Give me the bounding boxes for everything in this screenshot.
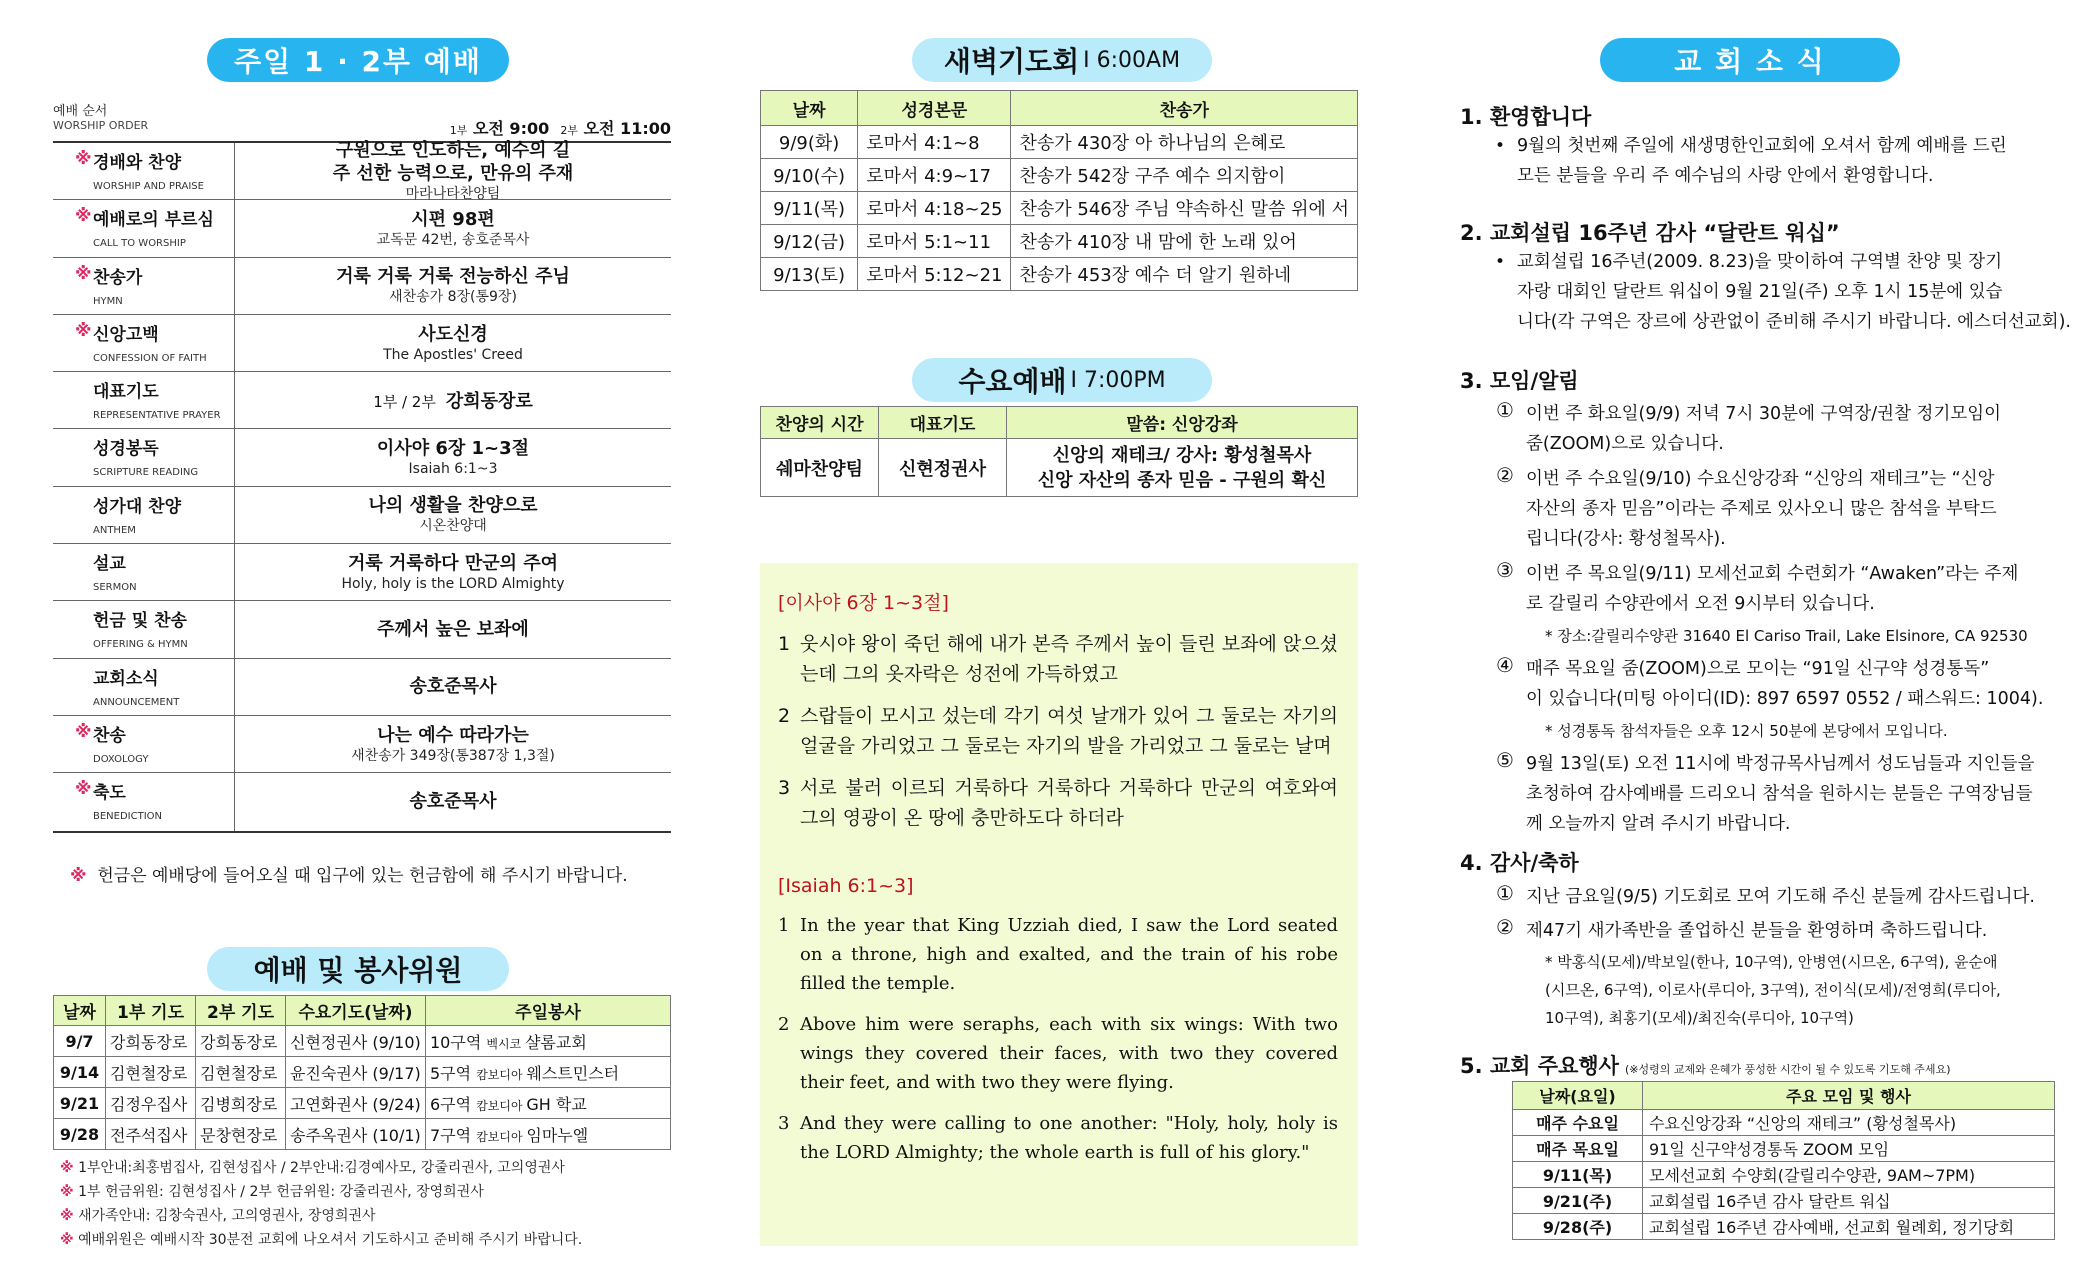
news-item-note: * 성경통독 참석자들은 오후 12시 50분에 본당에서 모입니다.: [1545, 722, 1948, 740]
order-label-en: WORSHIP ORDER: [53, 119, 149, 132]
verse-number: 1: [778, 915, 790, 936]
numbered-mark: ④: [1496, 653, 1514, 677]
order-item-value: [235, 200, 671, 256]
duty-prayer-1: 김현철장로: [106, 1057, 196, 1088]
order-item-main: 나의 생활을 찬양으로: [368, 495, 538, 517]
order-item-main: 주 선한 능력으로, 만유의 주재: [332, 163, 574, 185]
duty-service: [426, 1026, 671, 1057]
verse-number: 2: [778, 1014, 790, 1035]
duty-service-group: 7구역: [430, 1125, 477, 1145]
order-item-sub: 마라나타찬양팀: [405, 186, 501, 203]
worship-order-header: [53, 100, 671, 138]
col-header: 찬송가: [1011, 91, 1358, 126]
table-row: [761, 225, 1358, 258]
order-item-name-en: HYMN: [93, 295, 123, 307]
order-label-ko: 예배 순서: [53, 104, 108, 119]
numbered-mark: ⑤: [1496, 748, 1514, 772]
numbered-mark: ③: [1496, 558, 1514, 582]
order-item-name: 설교: [93, 554, 126, 575]
table-row: [1513, 1110, 2055, 1136]
order-item-value: [235, 773, 671, 830]
event-date: 9/11(목): [1513, 1162, 1643, 1188]
dawn-date: 9/12(금): [761, 225, 858, 258]
news-section-anniversary: 2. 교회설립 16주년 감사 “달란트 워십”: [1460, 221, 1840, 245]
duty-date: 9/7: [54, 1026, 106, 1057]
order-item-label: [53, 315, 235, 371]
verse-text: In the year that King Uzziah died, I saw the Lord seated on a throne, high and exalted, and the train of his robe filled the temple.: [800, 915, 1338, 994]
bullet: •: [1495, 252, 1506, 272]
news-line: 로 갈릴리 수양관에서 오전 9시부터 있습니다.: [1526, 594, 1875, 614]
col-header: 날짜(요일): [1513, 1082, 1643, 1110]
service-times: 1부 오전 9:00 2부 오전 11:00: [449, 119, 671, 138]
worship-order-row: [53, 716, 671, 773]
table-row: [1513, 1136, 2055, 1162]
dawn-hymn: 찬송가 546장 주님 약속하신 말씀 위에 서: [1011, 192, 1358, 225]
news-line: 9월 13일(토) 오전 11시에 박정규목사님께서 성도님들과 지인들을: [1526, 754, 2035, 774]
order-item-name: 찬송: [93, 725, 126, 746]
order-item-name: 대표기도: [93, 382, 159, 403]
col-header: 수요기도(날짜): [286, 996, 426, 1026]
scripture-verse: [778, 629, 1338, 689]
duty-prayer-2: 김현철장로: [196, 1057, 286, 1088]
duty-date: 9/28: [54, 1119, 106, 1150]
worship-order-row: [53, 544, 671, 601]
duty-service: [426, 1057, 671, 1088]
order-item-main: 이사야 6장 1~3절: [376, 438, 530, 460]
worship-order-row: [53, 140, 671, 203]
order-item-value: [235, 429, 671, 485]
dawn-text: 로마서 4:18~25: [858, 192, 1011, 225]
duty-service-target: 샬롬교회: [524, 1032, 587, 1052]
verse-number: 3: [778, 777, 791, 799]
scripture-ref-en: [Isaiah 6:1~3]: [778, 875, 914, 897]
event-name: 수요신앙강좌 “신앙의 재테크” (황성철목사): [1643, 1110, 2055, 1136]
table-row: [1513, 1188, 2055, 1214]
col-header: 대표기도: [879, 407, 1007, 439]
order-item-name: 경배와 찬양: [93, 153, 182, 173]
scripture-ref-ko: [이사야 6장 1~3절]: [778, 592, 949, 614]
duty-prayer-2: 문창현장로: [196, 1119, 286, 1150]
dawn-text: 로마서 5:1~11: [858, 225, 1011, 258]
order-item-label: [53, 544, 235, 600]
order-item-main: 구원으로 인도하는, 예수의 길: [335, 140, 571, 162]
order-item-sub: Isaiah 6:1~3: [408, 461, 498, 478]
numbered-mark: ①: [1496, 398, 1514, 422]
duty-service-group: 5구역: [430, 1063, 477, 1083]
news-line: 매주 목요일 줌(ZOOM)으로 모이는 “91일 신구약 성경통독”: [1526, 659, 1990, 679]
col-header: 찬양의 시간: [761, 407, 879, 439]
table-row: [761, 258, 1358, 291]
dawn-hymn: 찬송가 453장 예수 더 알기 원하네: [1011, 258, 1358, 291]
dawn-date: 9/10(수): [761, 159, 858, 192]
numbered-mark: ②: [1496, 463, 1514, 487]
duty-service-group: 6구역: [430, 1094, 477, 1114]
dawn-hymn: 찬송가 410장 내 맘에 한 노래 있어: [1011, 225, 1358, 258]
duty-service: [426, 1088, 671, 1119]
order-item-label: [53, 601, 235, 657]
col-header: 2부 기도: [196, 996, 286, 1026]
duty-service-group: 10구역: [430, 1032, 487, 1052]
dawn-prayer-title: 새벽기도회 I 6:00AM: [912, 38, 1212, 82]
col-header: 성경본문: [858, 91, 1011, 126]
order-item-value: [235, 258, 671, 314]
news-item-text: [1526, 654, 2043, 714]
duty-note: ※ 1부안내:최홍범집사, 김현성집사 / 2부안내:김경예사모, 강줄리권사, 고의영권사: [60, 1160, 565, 1176]
dawn-text: 로마서 4:1~8: [858, 126, 1011, 159]
worship-order-row: [53, 258, 671, 315]
wednesday-praise: 쉐마찬양팀: [761, 439, 879, 497]
scripture-box: [760, 563, 1358, 1246]
event-name: 91일 신구약성경통독 ZOOM 모임: [1643, 1136, 2055, 1162]
wednesday-word: 신앙의 재테크/ 강사: 황성철목사 신앙 자산의 종자 믿음 - 구원의 확신: [1007, 439, 1358, 497]
news-line: 10구역), 최홍기(모세)/최진숙(루디아, 10구역): [1545, 1009, 1854, 1027]
order-item-name-en: BENEDICTION: [93, 811, 163, 823]
verse-text: 웃시야 왕이 죽던 해에 내가 본즉 주께서 높이 들린 보좌에 앉으셨는데 그의 옷자락은 성전에 가득하였고: [800, 633, 1338, 685]
duty-table: [53, 995, 671, 1150]
news-line: 이 있습니다(미팅 아이디(ID): 897 6597 0552 / 패스워드: 1004).: [1526, 689, 2044, 709]
scripture-verse: [778, 1010, 1338, 1097]
order-item-name: 신앙고백: [93, 324, 159, 345]
news-item-text: [1526, 559, 2018, 619]
duty-service-target: GH 학교: [526, 1094, 587, 1114]
order-item-value: [235, 140, 671, 203]
news-line: 립니다(강사: 황성철목사).: [1526, 529, 1726, 549]
order-item-main: 시편 98편: [411, 208, 495, 230]
dawn-text: 로마서 5:12~21: [858, 258, 1011, 291]
order-item-label: [53, 258, 235, 314]
order-item-label: [53, 716, 235, 772]
news-line: 초청하여 감사예배를 드리오니 참석을 원하시는 분들은 구역장님들: [1526, 784, 2033, 804]
order-item-name-en: ANTHEM: [93, 524, 136, 536]
news-item-note: * 장소:갈릴리수양관 31640 El Cariso Trail, Lake Elsinore, CA 92530: [1545, 627, 2028, 645]
order-item-main: 거룩 거룩 거룩 전능하신 주님: [336, 266, 570, 288]
table-row: [1513, 1162, 2055, 1188]
order-item-label: [53, 659, 235, 715]
col-header: 주일봉사: [426, 996, 671, 1026]
order-item-label: [53, 143, 235, 199]
news-line: 자산의 종자 믿음”이라는 주제로 있사오니 많은 참석을 부탁드: [1526, 499, 1997, 519]
event-name: 교회설립 16주년 감사 달란트 워십: [1643, 1188, 2055, 1214]
table-row: [761, 192, 1358, 225]
order-item-sub: 교독문 42번, 송호준목사: [376, 231, 530, 248]
order-item-sub: 시온찬양대: [419, 518, 487, 535]
worship-order-table: [53, 141, 671, 833]
table-row: [761, 159, 1358, 192]
order-item-sub: 새찬송가 349장(통387장 1,3절): [351, 747, 555, 764]
duty-date: 9/14: [54, 1057, 106, 1088]
anniversary-text: 교회설립 16주년(2009. 8.23)을 맞이하여 구역별 찬양 및 장기 자랑 대회인 달란트 워십이 9월 21일(주) 오후 1시 15분에 있습 니다(각 구역은 장르에 상관없이 준비해 주시기 바랍니다. 에스더선교회).: [1517, 252, 2071, 332]
worship-order-row: [53, 773, 671, 830]
news-line: 줌(ZOOM)으로 있습니다.: [1526, 434, 1724, 454]
news-title: 교 회 소 식: [1600, 38, 1900, 82]
duty-prayer-2: 김병희장로: [196, 1088, 286, 1119]
worship-order-row: [53, 200, 671, 257]
order-item-main: 사도신경: [418, 323, 488, 345]
table-row: [761, 126, 1358, 159]
dawn-hymn: 찬송가 542장 구주 예수 의지함이: [1011, 159, 1358, 192]
dawn-prayer-table: [760, 90, 1358, 291]
worship-title: 주일 1 · 2부 예배: [207, 38, 509, 82]
order-item-main: 송호준목사: [409, 676, 497, 698]
duty-prayer-1: 김정우집사: [106, 1088, 196, 1119]
order-item-value: [235, 716, 671, 772]
dawn-date: 9/13(토): [761, 258, 858, 291]
col-header: 말씀: 신앙강좌: [1007, 407, 1358, 439]
col-header: 날짜: [761, 91, 858, 126]
worship-order-row: [53, 601, 671, 658]
news-item-text: [1526, 749, 2034, 839]
duty-prayer-1: 강희동장로: [106, 1026, 196, 1057]
order-item-name: 성가대 찬양: [93, 496, 182, 517]
order-item-main: 1부 / 2부 강희동장로: [373, 391, 533, 413]
dawn-date: 9/11(목): [761, 192, 858, 225]
duty-service-target: 웨스트민스터: [526, 1063, 620, 1083]
order-item-name-en: DOXOLOGY: [93, 753, 149, 765]
table-row: [54, 1119, 671, 1150]
required-star-mark: ※: [75, 149, 92, 169]
welcome-text: 9월의 첫번째 주일에 새생명한인교회에 오셔서 함께 예배를 드린 모든 분들을 우리 주 예수님의 사랑 안에서 환영합니다.: [1517, 136, 2007, 186]
order-item-name: 예배로의 부르심: [93, 210, 214, 231]
duty-service-target: 임마누엘: [526, 1125, 589, 1145]
verse-number: 1: [778, 633, 791, 655]
wednesday-title: 수요예배 I 7:00PM: [912, 358, 1212, 402]
order-item-label: [53, 773, 235, 830]
duty-prayer-2: 강희동장로: [196, 1026, 286, 1057]
event-name: 교회설립 16주년 감사예배, 선교회 월례회, 정기당회: [1643, 1214, 2055, 1240]
order-item-name-en: ANNOUNCEMENT: [93, 696, 180, 708]
scripture-verse: [778, 773, 1338, 833]
news-line: 지난 금요일(9/5) 기도회로 모여 기도해 주신 분들께 감사드립니다.: [1526, 887, 2035, 907]
order-item-main: 주께서 높은 보좌에: [377, 619, 529, 641]
worship-order-row: [53, 487, 671, 544]
order-item-prefix: 1부 / 2부: [373, 393, 436, 412]
duty-service: [426, 1119, 671, 1150]
worship-order-row: [53, 429, 671, 486]
table-row: [54, 1057, 671, 1088]
duty-wednesday-prayer: 송주옥권사 (10/1): [286, 1119, 426, 1150]
required-star-mark: ※: [75, 320, 92, 341]
wednesday-table: [760, 406, 1358, 497]
table-row: [54, 1026, 671, 1057]
duty-note: ※ 예배위원은 예배시작 30분전 교회에 나오셔서 기도하시고 준비해 주시기 바랍니다.: [60, 1232, 583, 1248]
news-line: (시므온, 6구역), 이로사(루디아, 3구역), 전이식(모세)/전영희(루디아,: [1545, 981, 2001, 999]
verse-text: 스랍들이 모시고 섰는데 각기 여섯 날개가 있어 그 둘로는 자기의 얼굴을 가리었고 그 둘로는 자기의 발을 가리었고 그 둘로는 날며: [800, 705, 1338, 757]
duty-note: ※ 새가족안내: 김창숙권사, 고의영권사, 장영희권사: [60, 1208, 376, 1224]
news-item-text: [1526, 916, 1987, 946]
bullet: •: [1495, 136, 1506, 156]
news-section-thanks: 4. 감사/축하: [1460, 851, 1579, 875]
event-date: 매주 수요일: [1513, 1110, 1643, 1136]
news-line: 이번 주 수요일(9/10) 수요신앙강좌 “신앙의 재테크”는 “신앙: [1526, 469, 1995, 489]
order-item-name-en: SERMON: [93, 582, 137, 594]
order-item-main: 나는 예수 따라가는: [377, 724, 529, 746]
event-date: 9/28(주): [1513, 1214, 1643, 1240]
dawn-date: 9/9(화): [761, 126, 858, 159]
order-item-main: 송호준목사: [409, 791, 497, 813]
duty-service-mission: 캄보디아: [476, 1129, 527, 1144]
event-date: 매주 목요일: [1513, 1136, 1643, 1162]
order-item-main: 거룩 거룩하다 만군의 주여: [347, 552, 559, 574]
duty-wednesday-prayer: 윤진숙권사 (9/17): [286, 1057, 426, 1088]
worship-order-row: [53, 659, 671, 716]
order-item-label: [53, 487, 235, 543]
scripture-verse: [778, 911, 1338, 998]
offering-note: ※ 헌금은 예배당에 들어오실 때 입구에 있는 헌금함에 해 주시기 바랍니다.: [70, 866, 628, 886]
order-item-sub: 새찬송가 8장(통9장): [389, 289, 517, 306]
order-item-value: [235, 601, 671, 657]
order-item-name: 교회소식: [93, 668, 159, 689]
events-table: [1512, 1081, 2055, 1240]
required-star-mark: ※: [75, 263, 92, 284]
news-line: 께 오늘까지 알려 주시기 바랍니다.: [1526, 814, 1791, 834]
col-header: 주요 모임 및 행사: [1643, 1082, 2055, 1110]
news-line: 이번 주 목요일(9/11) 모세선교회 수련회가 “Awaken”라는 주제: [1526, 564, 2019, 584]
scripture-verse: [778, 701, 1338, 761]
order-item-name: 성경봉독: [93, 439, 159, 460]
required-star-mark: ※: [75, 721, 92, 742]
news-item-text: [1526, 882, 2035, 912]
news-item-text: [1526, 399, 2001, 459]
duty-title: 예배 및 봉사위원: [207, 947, 509, 991]
table-row: [54, 1088, 671, 1119]
order-item-name-en: CALL TO WORSHIP: [93, 238, 186, 250]
scripture-verses-ko: [778, 629, 1338, 833]
required-star-mark: ※: [75, 779, 92, 800]
col-header: 1부 기도: [106, 996, 196, 1026]
news-section-welcome: 1. 환영합니다: [1460, 105, 1592, 129]
duty-service-mission: 캄보디아: [476, 1098, 527, 1113]
numbered-mark: ②: [1496, 915, 1514, 939]
order-item-label: [53, 372, 235, 428]
duty-wednesday-prayer: 고연화권사 (9/24): [286, 1088, 426, 1119]
duty-wednesday-prayer: 신현정권사 (9/10): [286, 1026, 426, 1057]
duty-date: 9/21: [54, 1088, 106, 1119]
order-item-value: [235, 487, 671, 543]
order-item-value: [235, 372, 671, 428]
scripture-verse: [778, 1109, 1338, 1167]
verse-number: 2: [778, 705, 791, 727]
order-item-name-en: CONFESSION OF FAITH: [93, 352, 207, 364]
wednesday-prayer: 신현정권사: [879, 439, 1007, 497]
order-item-name: 헌금 및 찬송: [93, 611, 187, 632]
order-item-name: 찬송가: [93, 267, 143, 288]
dawn-text: 로마서 4:9~17: [858, 159, 1011, 192]
duty-service-mission: 캄보디아: [476, 1067, 527, 1082]
order-item-name-en: WORSHIP AND PRAISE: [93, 181, 204, 192]
verse-text: 서로 불러 이르되 거룩하다 거룩하다 거룩하다 만군의 여호와여 그의 영광이 온 땅에 충만하도다 하더라: [800, 777, 1338, 829]
order-item-value: [235, 544, 671, 600]
worship-order-row: [53, 315, 671, 372]
news-line: 이번 주 화요일(9/9) 저녁 7시 30분에 구역장/권찰 정기모임이: [1526, 404, 2002, 424]
order-item-name-en: SCRIPTURE READING: [93, 467, 199, 479]
scripture-verses-en: [778, 911, 1338, 1167]
duty-service-mission: 벡시코: [486, 1036, 525, 1051]
table-row: [1513, 1214, 2055, 1240]
required-star-mark: ※: [75, 206, 92, 227]
numbered-mark: ①: [1496, 881, 1514, 905]
duty-prayer-1: 전주석집사: [106, 1119, 196, 1150]
news-item-text: [1526, 464, 1997, 554]
event-name: 모세선교회 수양회(갈릴리수양관, 9AM~7PM): [1643, 1162, 2055, 1188]
news-line: 제47기 새가족반을 졸업하신 분들을 환영하며 축하드립니다.: [1526, 921, 1988, 941]
order-item-value: [235, 659, 671, 715]
verse-text: Above him were seraphs, each with six wings: With two wings they covered their faces, with two they covered their feet, and with two they were flying.: [800, 1014, 1338, 1093]
order-item-label: [53, 200, 235, 256]
order-item-name: 축도: [93, 783, 126, 804]
news-section-meetings: 3. 모임/알림: [1460, 369, 1579, 393]
dawn-hymn: 찬송가 430장 아 하나님의 은혜로: [1011, 126, 1358, 159]
news-line: * 박홍식(모세)/박보일(한나, 10구역), 안병연(시므온, 6구역), 윤순애: [1545, 953, 1998, 971]
order-item-sub: The Apostles' Creed: [383, 346, 523, 363]
order-item-name-en: REPRESENTATIVE PRAYER: [93, 410, 221, 422]
order-item-sub: Holy, holy is the LORD Almighty: [341, 575, 565, 592]
col-header: 날짜: [54, 996, 106, 1026]
verse-number: 3: [778, 1113, 790, 1134]
worship-order-row: [53, 372, 671, 429]
news-section-events: 5. 교회 주요행사 (※성령의 교제와 은혜가 풍성한 시간이 될 수 있도록 기도해 주세요): [1460, 1054, 1951, 1078]
event-date: 9/21(주): [1513, 1188, 1643, 1214]
news-item-note: [1545, 948, 2001, 1032]
order-item-name-en: OFFERING & HYMN: [93, 639, 188, 651]
order-item-label: [53, 429, 235, 485]
verse-text: And they were calling to one another: "Holy, holy, holy is the LORD Almighty; the whole earth is full of his glory.": [800, 1113, 1338, 1163]
duty-note: ※ 1부 헌금위원: 김현성집사 / 2부 헌금위원: 강줄리권사, 장영희권사: [60, 1184, 484, 1200]
order-item-value: [235, 315, 671, 371]
